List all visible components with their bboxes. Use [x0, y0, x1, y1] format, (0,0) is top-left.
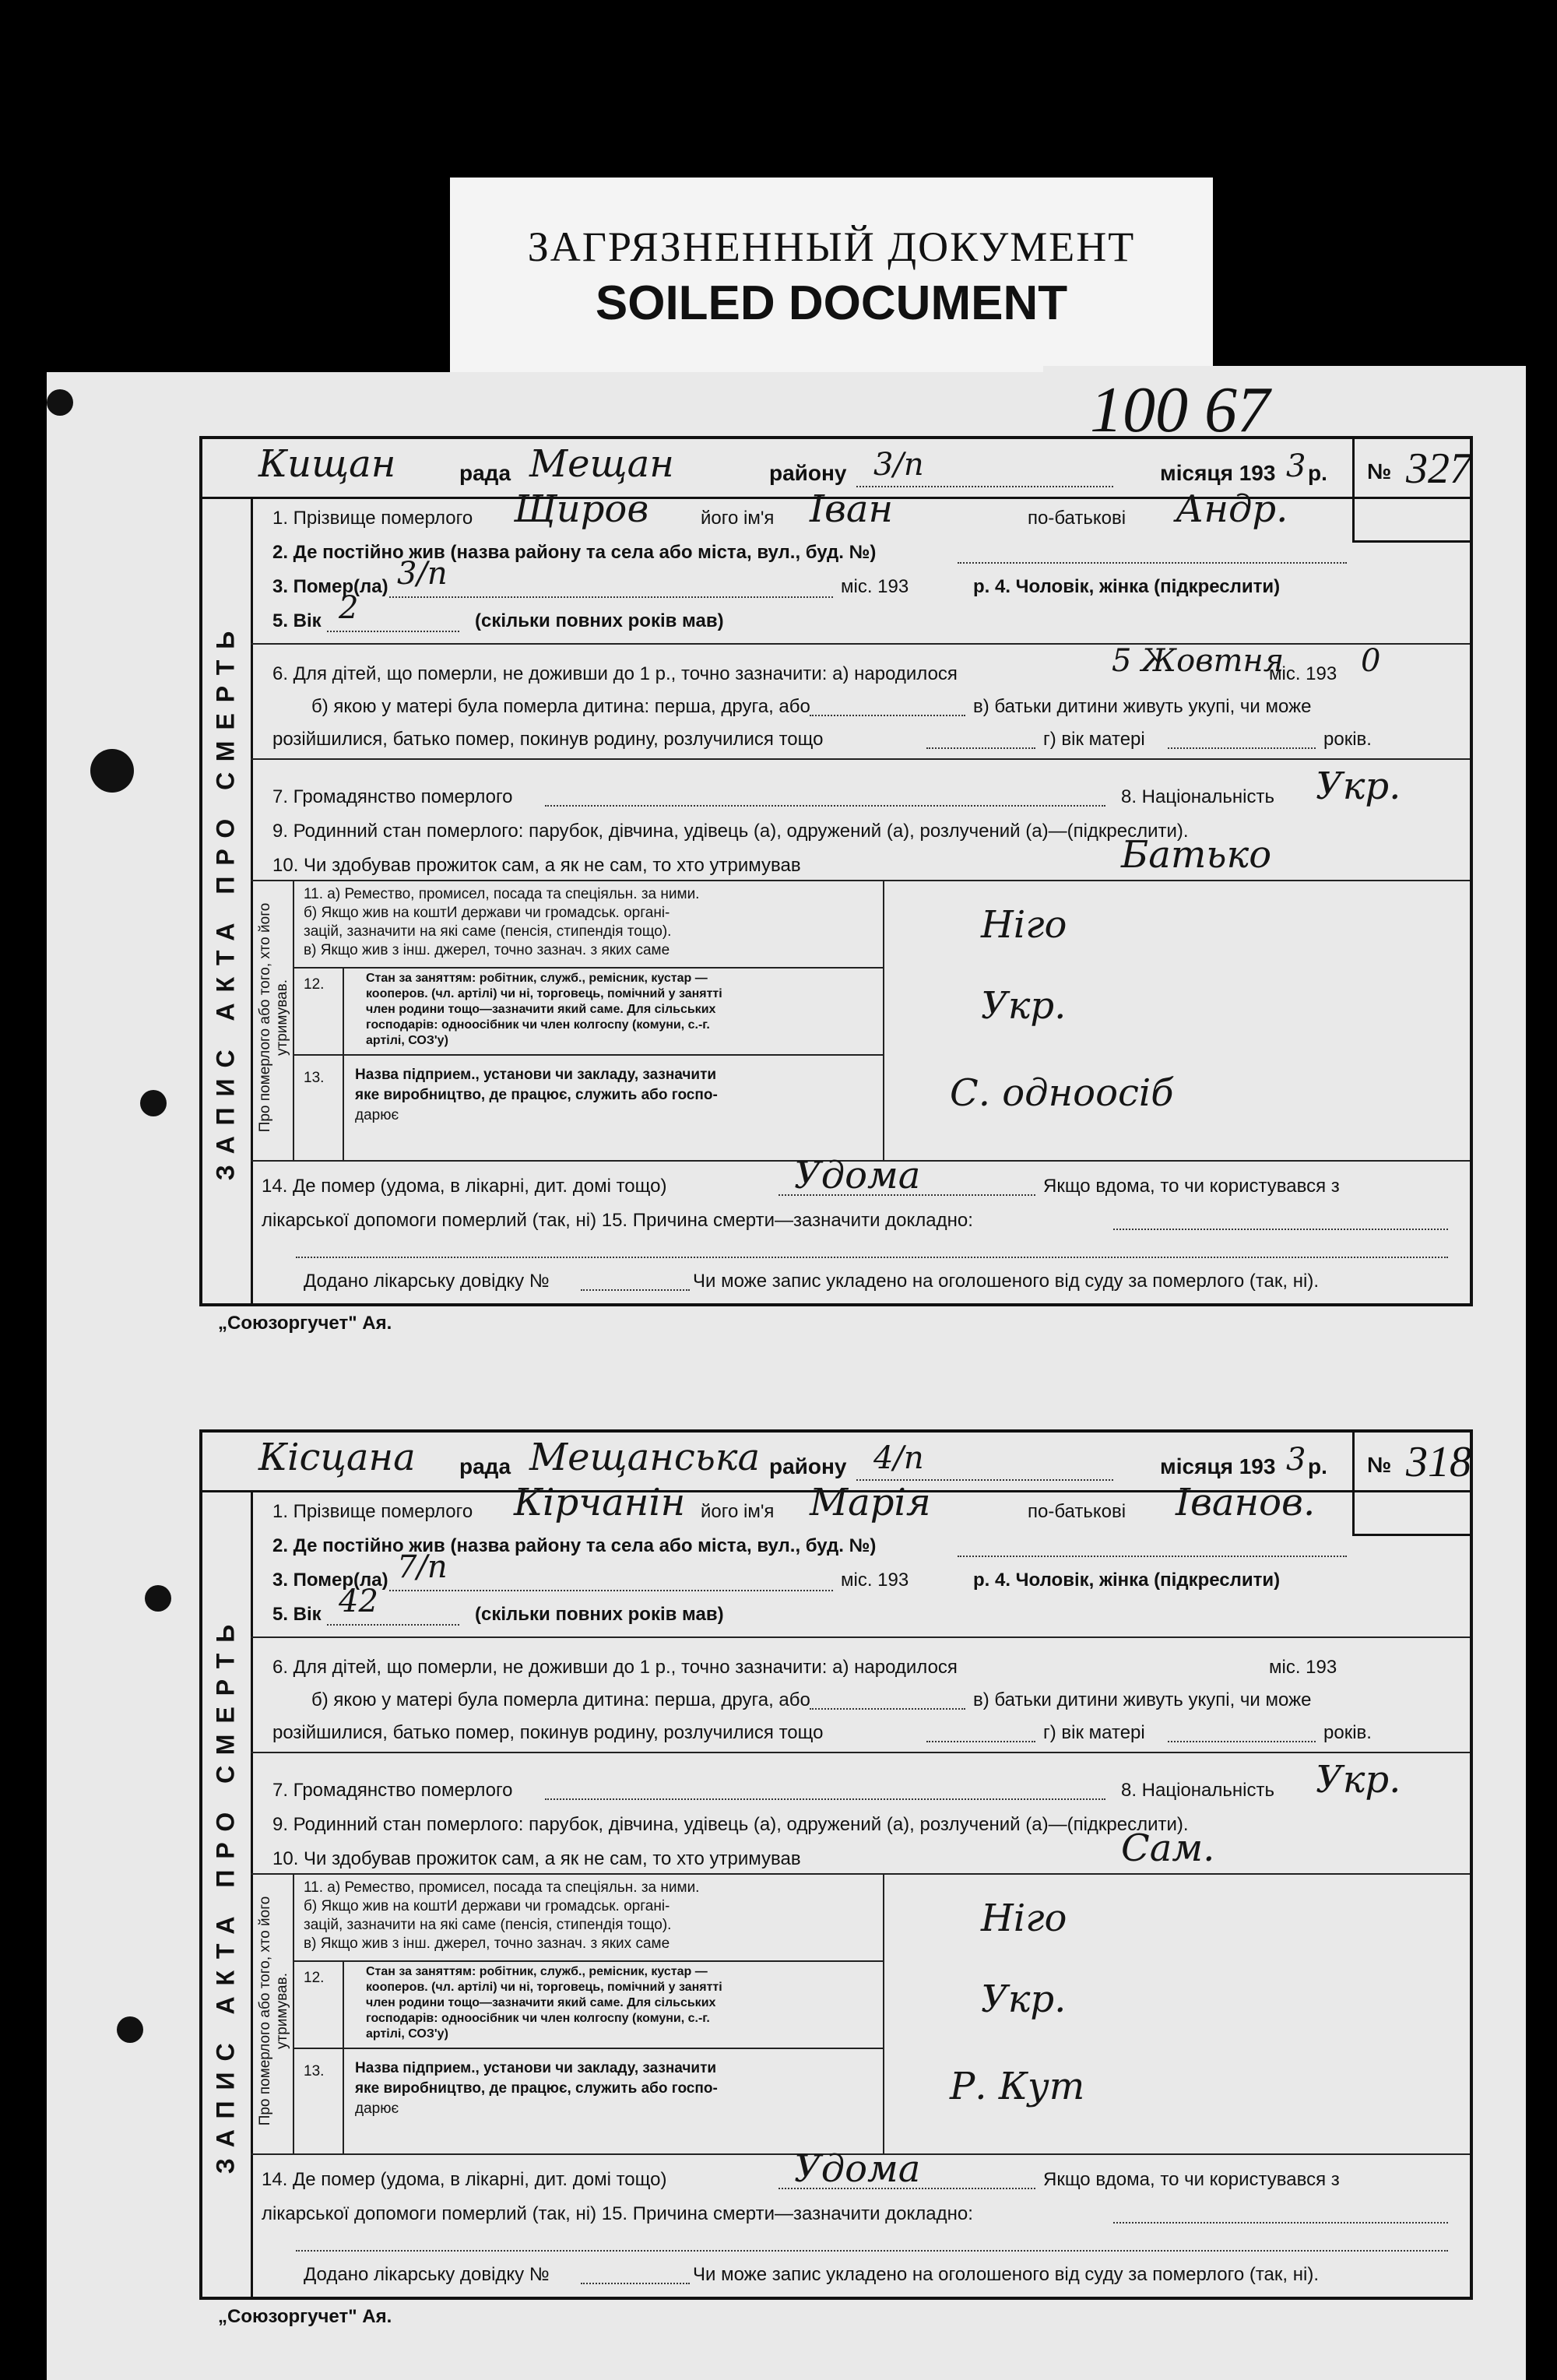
- punch-hole: [90, 749, 134, 793]
- field-1-label: 1. Прізвище померлого: [272, 1501, 473, 1522]
- selrada-value: Кищан: [258, 442, 396, 486]
- field-11a-label: 11. а) Ремество, промисел, посада та спеціяльн. за ними.: [304, 1879, 700, 1896]
- footer-imprint: „Союзоргучет" Ая.: [218, 1313, 392, 1334]
- field-13-text: яке виробництво, де працює, служить або госпо-: [355, 1087, 718, 1103]
- died-where-value: Удома: [794, 1154, 921, 1197]
- field-11c-label: в) Якщо жив з інш. джерел, точно зазнач. з яких саме: [304, 942, 670, 958]
- field-15-label: лікарської допомоги померлий (так, ні) 15. Причина смерти—зазначити докладно:: [262, 2203, 973, 2224]
- field-13-number: 13.: [304, 1070, 325, 1086]
- nationality-value: Укр.: [1316, 1758, 1401, 1802]
- field-12-value: Укр.: [981, 984, 1067, 1028]
- field-11-value: Ніго: [981, 1897, 1067, 1940]
- year-suffix: р.: [1308, 1454, 1327, 1478]
- field-12-text: Стан за заняттям: робітник, служб., ремісник, кустар —: [366, 972, 708, 985]
- raion-value: 3/п: [873, 447, 924, 483]
- number-label: №: [1367, 1453, 1392, 1477]
- rada-value: Мещанська: [529, 1436, 761, 1479]
- field-3-month-label: міс. 193: [841, 1570, 909, 1591]
- record-number-box: [1352, 439, 1470, 543]
- field-12-text: артілі, СОЗ'у): [366, 1034, 448, 1047]
- field-12-text: господарів: одноосібник чи член колгоспу (комуни, с.-г.: [366, 2012, 710, 2025]
- field-6d-label: г) вік матері: [1043, 729, 1145, 750]
- field-8-label: 8. Національність: [1121, 1780, 1274, 1801]
- month-year-label: місяця 193: [1160, 1454, 1276, 1478]
- death-record-form: [199, 436, 1473, 1306]
- field-6d-label: г) вік матері: [1043, 1722, 1145, 1743]
- selrada-value: Кісцана: [258, 1436, 416, 1479]
- field-4-label: р. 4. Чоловік, жінка (підкреслити): [973, 1570, 1281, 1591]
- surname-value: Щиров: [514, 487, 649, 531]
- sidebar-title: ЗАПИС АКТА ПРО СМЕРТЬ: [211, 1613, 240, 2174]
- field-6a-month-label: міс. 193: [1269, 1657, 1337, 1678]
- sidebar: [202, 497, 253, 1303]
- field-1-name-label: його ім'я: [701, 508, 775, 529]
- field-12-value: Укр.: [981, 1977, 1067, 2021]
- field-5-label: 5. Вік: [272, 1604, 322, 1625]
- supported-by-value: Сам.: [1121, 1826, 1215, 1870]
- field-14-label: 14. Де помер (удома, в лікарні, дит. домі тощо): [262, 1176, 667, 1197]
- field-12-number: 12.: [304, 1970, 325, 1986]
- sidebar-title: ЗАПИС АКТА ПРО СМЕРТЬ: [211, 620, 240, 1181]
- field-5-note: (скільки повних років мав): [475, 610, 724, 631]
- field-3-label: 3. Помер(ла): [272, 1570, 388, 1591]
- patronymic-value: Андр.: [1176, 487, 1288, 531]
- record-number: 318: [1406, 1438, 1471, 1486]
- field-6c-cont: розійшилися, батько помер, покинув родину, розлучилися тощо: [272, 1722, 824, 1743]
- field-11-value: Ніго: [981, 903, 1067, 947]
- sidebar: [202, 1490, 253, 2297]
- record-number-box: [1352, 1433, 1470, 1536]
- sub-side-title: Про померлого або того, хто його утримував.: [257, 902, 290, 1133]
- field-13-value: С. одноосіб: [950, 1071, 1174, 1115]
- field-3-month-label: міс. 193: [841, 576, 909, 597]
- field-13-text: дарює: [355, 1107, 399, 1123]
- rada-value: Мещан: [529, 442, 674, 486]
- nationality-value: Укр.: [1316, 765, 1401, 808]
- field-17-label: Чи може запис укладено на оголошеного від суду за померлого (так, ні).: [693, 2264, 1319, 2285]
- age-value: 42: [339, 1584, 378, 1619]
- soiled-document-label: [450, 178, 1213, 380]
- field-14-note: Якщо вдома, то чи користувався з: [1043, 1176, 1340, 1197]
- field-6a-label: 6. Для дітей, що померли, не доживши до 1 р., точно зазначити: а) народилося: [272, 1657, 958, 1678]
- field-6c-label: в) батьки дитини живуть укупі, чи може: [973, 1689, 1312, 1710]
- year-suffix: р.: [1308, 461, 1327, 485]
- field-13-text: дарює: [355, 2101, 399, 2117]
- field-12-text: кооперов. (чл. артілі) чи ні, торговець, помічний у занятті: [366, 1981, 722, 1994]
- field-6b-label: б) якою у матері була померла дитина: перша, друга, або: [311, 1689, 810, 1710]
- field-6c-label: в) батьки дитини живуть укупі, чи може: [973, 696, 1312, 717]
- field-12-text: член родини тощо—зазначити який саме. Для сільських: [366, 1003, 716, 1016]
- field-4-label: р. 4. Чоловік, жінка (підкреслити): [973, 576, 1281, 597]
- field-12-text: член родини тощо—зазначити який саме. Для сільських: [366, 1996, 716, 2009]
- rada-label: рада: [459, 1454, 511, 1478]
- field-12-text: артілі, СОЗ'у): [366, 2027, 448, 2041]
- field-14-label: 14. Де помер (удома, в лікарні, дит. домі тощо): [262, 2169, 667, 2190]
- punch-hole: [117, 2016, 143, 2043]
- field-17-label: Чи може запис укладено на оголошеного від суду за померлого (так, ні).: [693, 1271, 1319, 1292]
- field-6d-suffix: років.: [1323, 729, 1372, 750]
- born-value: 5 Жовтня: [1112, 643, 1285, 679]
- field-13-text: Назва підприем., установи чи закладу, зазначити: [355, 1067, 717, 1083]
- sub-side-title: Про померлого або того, хто його утримував.: [257, 1896, 290, 2126]
- field-9-label: 9. Родинний стан померлого: парубок, дівчина, удівець (а), одружений (а), розлучений (а)—(підкреслити).: [272, 1814, 1189, 1835]
- field-13-number: 13.: [304, 2063, 325, 2079]
- year-value: 3: [1286, 448, 1306, 484]
- supported-by-value: Батько: [1121, 833, 1272, 877]
- punch-hole: [140, 1090, 167, 1116]
- field-12-text: господарів: одноосібник чи член колгоспу (комуни, с.-г.: [366, 1018, 710, 1032]
- field-12-number: 12.: [304, 976, 325, 993]
- field-12-text: Стан за заняттям: робітник, служб., ремісник, кустар —: [366, 1965, 708, 1978]
- field-1-patronymic-label: по-батькові: [1028, 1501, 1126, 1522]
- died-where-value: Удома: [794, 2147, 921, 2191]
- field-1-name-label: його ім'я: [701, 1501, 775, 1522]
- field-16-label: Додано лікарську довідку №: [304, 2264, 550, 2285]
- field-11b-cont: зацій, зазначити на які саме (пенсія, стипендія тощо).: [304, 923, 672, 940]
- field-5-label: 5. Вік: [272, 610, 322, 631]
- field-13-text: яке виробництво, де працює, служить або госпо-: [355, 2080, 718, 2097]
- field-6a-label: 6. Для дітей, що померли, не доживши до 1 р., точно зазначити: а) народилося: [272, 663, 958, 684]
- field-11b-label: б) Якщо жив на коштИ держави чи громадськ. органі-: [304, 905, 670, 921]
- field-1-label: 1. Прізвище померлого: [272, 508, 473, 529]
- field-11b-cont: зацій, зазначити на які саме (пенсія, стипендія тощо).: [304, 1917, 672, 1933]
- field-10-label: 10. Чи здобував прожиток сам, а як не сам, то хто утримував: [272, 1848, 801, 1869]
- number-label: №: [1367, 459, 1392, 483]
- raion-label: району: [769, 1454, 847, 1478]
- record-number: 327: [1406, 445, 1471, 493]
- label-ru: ЗАГРЯЗНЕННЫЙ ДОКУМЕНТ: [527, 223, 1136, 270]
- field-11a-label: 11. а) Ремество, промисел, посада та спеціяльн. за ними.: [304, 886, 700, 902]
- field-16-label: Додано лікарську довідку №: [304, 1271, 550, 1292]
- name-value: Марія: [810, 1481, 931, 1524]
- died-value: 3/п: [397, 556, 448, 592]
- rada-label: рада: [459, 461, 511, 485]
- field-2-label: 2. Де постійно жив (назва району та села або міста, вул., буд. №): [272, 1535, 877, 1556]
- field-5-note: (скільки повних років мав): [475, 1604, 724, 1625]
- corner-handwritten-mark: 100 67: [1090, 374, 1270, 446]
- field-13-value: Р. Кут: [950, 2065, 1085, 2108]
- field-3-label: 3. Помер(ла): [272, 576, 388, 597]
- field-12-text: кооперов. (чл. артілі) чи ні, торговець, помічний у занятті: [366, 987, 722, 1000]
- label-en: SOILED DOCUMENT: [595, 276, 1068, 330]
- born-year-value: 0: [1361, 643, 1381, 679]
- died-value: 7/п: [397, 1549, 448, 1585]
- year-value: 3: [1286, 1442, 1306, 1478]
- field-7-label: 7. Громадянство померлого: [272, 1780, 513, 1801]
- field-13-text: Назва підприем., установи чи закладу, зазначити: [355, 2060, 717, 2076]
- raion-label: району: [769, 461, 847, 485]
- field-6b-label: б) якою у матері була померла дитина: перша, друга, або: [311, 696, 810, 717]
- field-6c-cont: розійшилися, батько помер, покинув родину, розлучилися тощо: [272, 729, 824, 750]
- field-6a-month-label: міс. 193: [1269, 663, 1337, 684]
- footer-imprint: „Союзоргучет" Ая.: [218, 2306, 392, 2327]
- field-7-label: 7. Громадянство померлого: [272, 786, 513, 807]
- age-value: 2: [339, 590, 359, 626]
- field-11c-label: в) Якщо жив з інш. джерел, точно зазнач. з яких саме: [304, 1935, 670, 1952]
- punch-hole: [145, 1585, 171, 1612]
- field-1-patronymic-label: по-батькові: [1028, 508, 1126, 529]
- death-record-form: [199, 1429, 1473, 2300]
- field-14-note: Якщо вдома, то чи користувався з: [1043, 2169, 1340, 2190]
- month-year-label: місяця 193: [1160, 461, 1276, 485]
- surname-value: Кірчанін: [514, 1481, 686, 1524]
- raion-value: 4/п: [873, 1440, 924, 1476]
- field-15-label: лікарської допомоги померлий (так, ні) 15. Причина смерти—зазначити докладно:: [262, 1210, 973, 1231]
- field-2-label: 2. Де постійно жив (назва району та села або міста, вул., буд. №): [272, 542, 877, 563]
- field-8-label: 8. Національність: [1121, 786, 1274, 807]
- patronymic-value: Іванов.: [1176, 1481, 1316, 1524]
- punch-hole: [47, 389, 73, 416]
- field-11b-label: б) Якщо жив на коштИ держави чи громадськ. органі-: [304, 1898, 670, 1914]
- field-9-label: 9. Родинний стан померлого: парубок, дівчина, удівець (а), одружений (а), розлучений (а)—(підкреслити).: [272, 821, 1189, 842]
- name-value: Іван: [810, 487, 894, 531]
- field-10-label: 10. Чи здобував прожиток сам, а як не сам, то хто утримував: [272, 855, 801, 876]
- field-6d-suffix: років.: [1323, 1722, 1372, 1743]
